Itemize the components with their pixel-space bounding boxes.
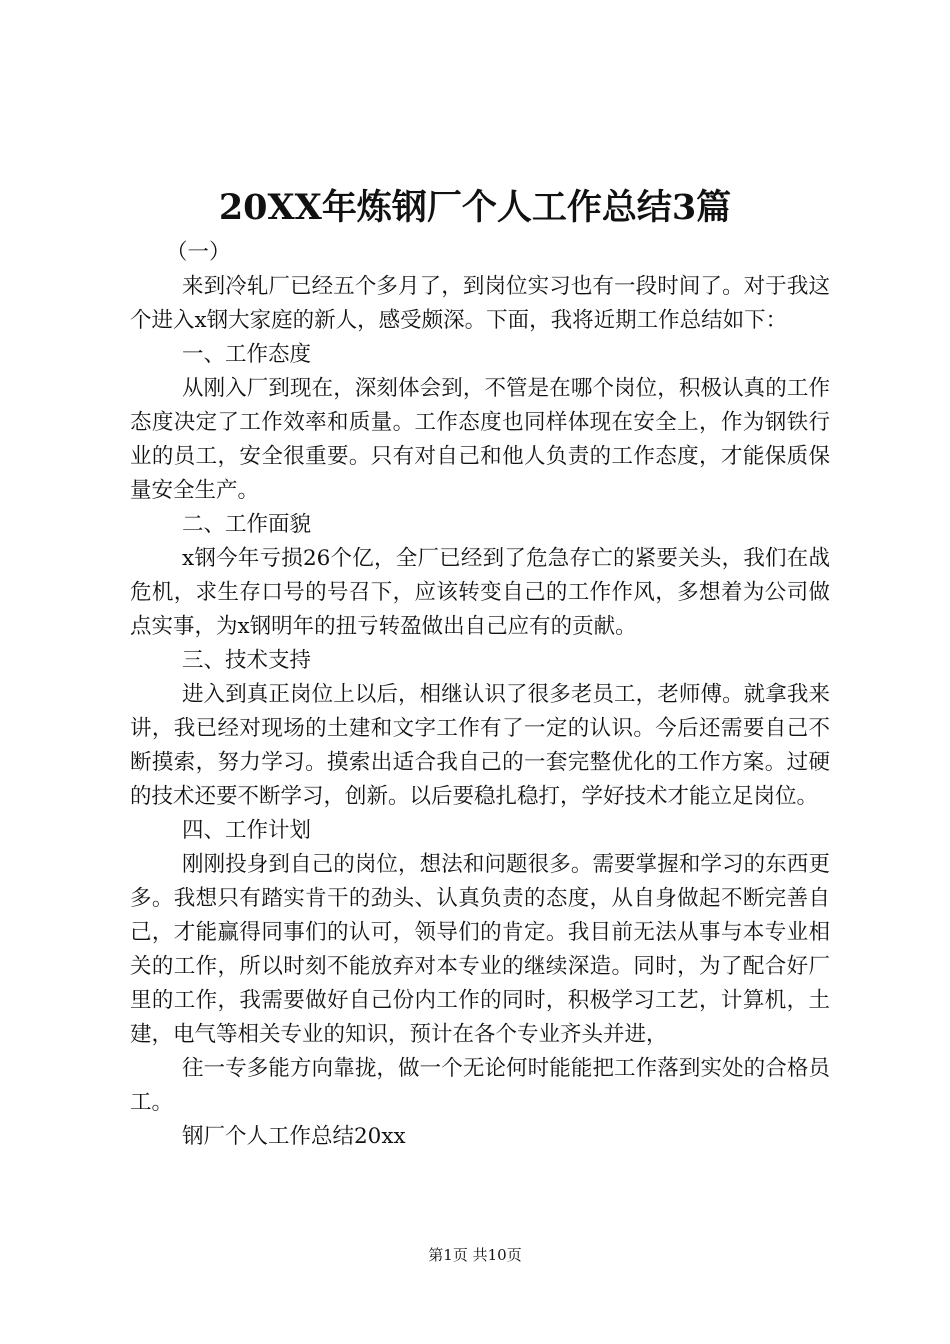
next-article-title: 钢厂个人工作总结20xx bbox=[182, 1124, 406, 1149]
section-heading-technical: 三、技术支持 bbox=[182, 648, 312, 673]
document-body bbox=[130, 236, 830, 1154]
page-number: 第1页 共10页 bbox=[428, 1246, 522, 1264]
document-title: 20XX年炼钢厂个人工作总结3篇 bbox=[218, 187, 732, 228]
paragraph-plan: 刚刚投身到自己的岗位，想法和问题很多。需要掌握和学习的东西更多。我想只有踏实肯干的劲头、认真负责的态度，从自身做起不断完善自己，才能赢得同事们的认可，领导们的肯定。我目前无法从事与本专业相关的工作，所以时刻不能放弃对本专业的继续深造。同时，为了配合好厂里的工作，我需要做好自己份内工作的同时，积极学习工艺，计算机，土建，电气等相关专业的知识，预计在各个专业齐头并进， bbox=[130, 852, 830, 1047]
part-label: （一） bbox=[166, 240, 231, 265]
paragraph-attitude: 从刚入厂到现在，深刻体会到，不管是在哪个岗位，积极认真的工作态度决定了工作效率和质量。工作态度也同样体现在安全上，作为钢铁行业的员工，安全很重要。只有对自己和他人负责的工作态度，才能保质保量安全生产。 bbox=[130, 376, 830, 503]
paragraph-technical: 进入到真正岗位上以后，相继认识了很多老员工，老师傅。就拿我来讲，我已经对现场的土建和文字工作有了一定的认识。今后还需要自己不断摸索，努力学习。摸索出适合我自己的一套完整优化的工作方案。过硬的技术还要不断学习，创新。以后要稳扎稳打，学好技术才能立足岗位。 bbox=[130, 682, 830, 809]
section-heading-attitude: 一、工作态度 bbox=[182, 342, 312, 367]
paragraph-closing: 往一专多能方向靠拢，做一个无论何时能能把工作落到实处的合格员工。 bbox=[130, 1056, 830, 1115]
paragraph-appearance: x钢今年亏损26个亿，全厂已经到了危急存亡的紧要关头，我们在战危机，求生存口号的号召下，应该转变自己的工作作风，多想着为公司做点实事，为x钢明年的扭亏转盈做出自己应有的贡献。 bbox=[130, 546, 830, 639]
intro-paragraph: 来到冷轧厂已经五个多月了，到岗位实习也有一段时间了。对于我这个进入x钢大家庭的新人，感受颇深。下面，我将近期工作总结如下： bbox=[130, 274, 830, 333]
section-heading-plan: 四、工作计划 bbox=[182, 818, 312, 843]
section-heading-appearance: 二、工作面貌 bbox=[182, 512, 312, 537]
